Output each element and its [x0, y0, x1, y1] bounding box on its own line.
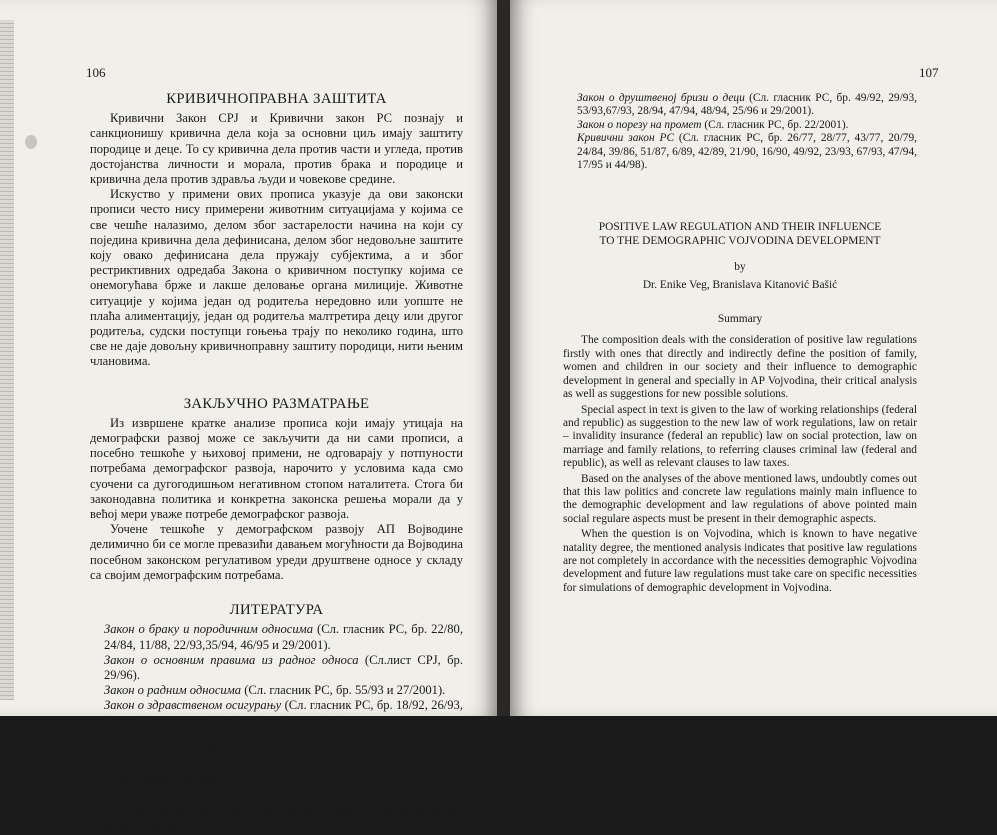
book-gutter: [497, 0, 510, 716]
page-number-right: 107: [919, 65, 939, 80]
reference-title: Закон о основним правима из радног односа: [104, 652, 359, 667]
authors: Dr. Enike Veg, Branislava Kitanović Bašić: [642, 278, 838, 291]
reference-list-continued: [563, 92, 917, 172]
reference-details: (Сл. гласник РС, бр. 22/80, 24/84, 11/88, 22/93,35/94, 46/95 и 29/2001).: [104, 622, 463, 652]
right-page-content: [563, 92, 917, 595]
reference-title: Закон о порезу на промет: [577, 118, 702, 131]
reference-title: Закон о пензијском и инвалидском осигурању: [104, 759, 349, 774]
english-title-line: POSITIVE LAW REGULATION AND THEIR INFLUENCE: [598, 221, 882, 234]
reference-details: (Сл. лист СРЈ, бр. 30/96 и 58/98).: [104, 728, 463, 758]
summary-title: Summary: [717, 313, 763, 326]
reference-item: [563, 132, 917, 172]
reference-item: [90, 729, 463, 759]
summary-paragraph: Based on the analyses of the above mentioned laws, undoubtly comes out that this law politics and concrete law regulations mainly main influence to the demographic development and law regulations of above pointed main social regulare aspects must be present in their demographic aspects.: [563, 472, 917, 525]
reference-details: (Сл. гласник РС, бр. 52/96, 46/98 и 29/2001).: [104, 759, 463, 789]
page-edges: [0, 20, 14, 700]
reference-details: (Сл.лист СРЈ, бр. 29/96).: [104, 652, 463, 682]
paragraph: Искуство у примени ових прописа указује да ови законски прописи често нису примерени животним ситуацијама у којима се све чешће налазимо, делом због застарелости начина на који су поједина кривична дела дефинисана, делом због недовољне заштите коју овако дефинисана дела пружају субјектима, а и због рестриктивних одредаба Закона о кривичном поступку којима се онемогућава брже и лакше деловање органа милиције. Животне ситуације у којима један од родитеља нередовно или уопште не плаћа алиментацију, један од родитеља малтретира децу или другог родитеља, судски поступци гоњења трају по неколико година, што све не даје довољну кривичноправну заштиту породици, нити њеним члановима.: [90, 187, 463, 369]
left-page-content: [90, 92, 463, 835]
reference-item: [90, 683, 463, 698]
reference-title: Закон о здравственом осигурању: [104, 698, 282, 713]
paragraph: Из извршене кратке анализе прописа који имају утицаја на демографски развој може се закључити да ни сами прописи, а посебно тешкоће у њиховој примени, не одговарају у потпуности потребама демографског развоја, нарочито у условима када смо суочени са дугогодишњом негативном стопом наталитета. Стога би законодавна политика и конкретна законска решења морали да у већој мери уваже потребе демографског развоја.: [90, 415, 463, 522]
reference-item: [563, 92, 917, 119]
section-title-literature: ЛИТЕРАТУРА: [229, 602, 324, 619]
section-title-conclusion: ЗАКЉУЧНО РАЗМАТРАЊЕ: [183, 395, 370, 412]
reference-details: (Сл. гласник РС, бр. 22/2001).: [701, 118, 849, 131]
reference-title: Закон о браку и породичним односима: [104, 622, 314, 637]
english-title-line: TO THE DEMOGRAPHIC VOJVODINA DEVELOPMENT: [599, 234, 881, 247]
reference-item: [90, 698, 463, 728]
summary-paragraph: The composition deals with the consideration of positive law regulations firstly with ones that directly and indirectly define the position of family, women and children in our society and their influence to demographic development in general and specially in AP Vojvodina, their critical analysis as well as suggestions for new possible solutions.: [563, 334, 917, 401]
reference-item: [90, 653, 463, 683]
reference-title: Закон о основама пензијског и инвалидског осигурања: [104, 728, 407, 743]
reference-details: (Сл. гласник РС, бр. 22/92, 73/92, 82/92 и 53/93, 67/93,34/94, 52/96, 46/98 и 39/2001).: [104, 804, 463, 834]
paragraph: Уочене тешкоће у демографском развоју АП Војводине делимично би се могле превазићи давањем могућности да Војводина посебном законском регулативом уреди друштвене односе у складу са својим демографским потребама.: [90, 522, 463, 582]
right-page: [510, 0, 997, 716]
reference-title: Закон о радним односима: [104, 683, 242, 698]
by-line: by: [734, 261, 746, 274]
reference-list: [90, 622, 463, 835]
reference-details: (Сл. гласник РС, бр. 49/92, 29/93, 53/93,67/93, 28/94, 47/94, 48/94, 25/96 и 29/2001).: [577, 92, 918, 118]
summary-paragraph: Special aspect in text is given to the law of working relationships (federal and republic) as suggestion to the new law of work regulations, law on retair – invalidity insurance (federal an republic) law on social protection, law on marriage and family relations, to referring clauses criminal law (federal and republic), as well as relevant clauses to law taxes.: [563, 403, 917, 470]
summary-body: [563, 334, 917, 595]
reference-details: (Сл. гласник РС, бр. 26/77, 28/77, 43/77, 20/79, 24/84, 39/86, 51/87, 6/89, 42/89, 21/90, 16/90, 49/92, 23/93, 67/93, 47/94, 17/95 и 44/98).: [577, 132, 917, 172]
paragraph: Кривични Закон СРЈ и Кривични закон РС познају и санкционишу кривична дела која за основни циљ имају заштиту породице и деце. То су кривична дела против части и угледа, против достојанства личности и морала, против брака и породице и кривична дела против здравља људи и човекове средине.: [90, 111, 463, 187]
reference-title: Закон о запошљавању и остваривању права незапослених лица: [104, 789, 463, 804]
reference-item: [90, 759, 463, 789]
ink-stain: [25, 135, 37, 149]
reference-details: (Сл. гласник РС, бр. 18/92, 26/93, 53/93, 67/93, 48/94, 25/96, 44/98, 54/99 и 29/2001).: [104, 698, 463, 728]
reference-title: Закон о друштвеној бризи о деци: [577, 92, 745, 104]
page-number-left: 106: [86, 65, 106, 80]
reference-item: [563, 119, 917, 132]
reference-title: Кривични закон РС: [577, 132, 675, 145]
reference-item: [90, 622, 463, 652]
reference-details: (Сл. гласник РС, бр. 55/93 и 27/2001).: [241, 683, 446, 698]
english-title: [563, 221, 917, 248]
section-title-criminal-protection: КРИВИЧНОПРАВНА ЗАШТИТА: [166, 91, 387, 107]
summary-paragraph: When the question is on Vojvodina, which is known to have negative natality degree, the mentioned analysis indicates that positive law regulations are not completely in accordance with the necessities demographic Vojvodina development and future law regulations must take care on specific necessities for simulations of demographic development in Vojvodina.: [563, 528, 917, 594]
left-page: [0, 0, 497, 834]
reference-item: [90, 790, 463, 835]
